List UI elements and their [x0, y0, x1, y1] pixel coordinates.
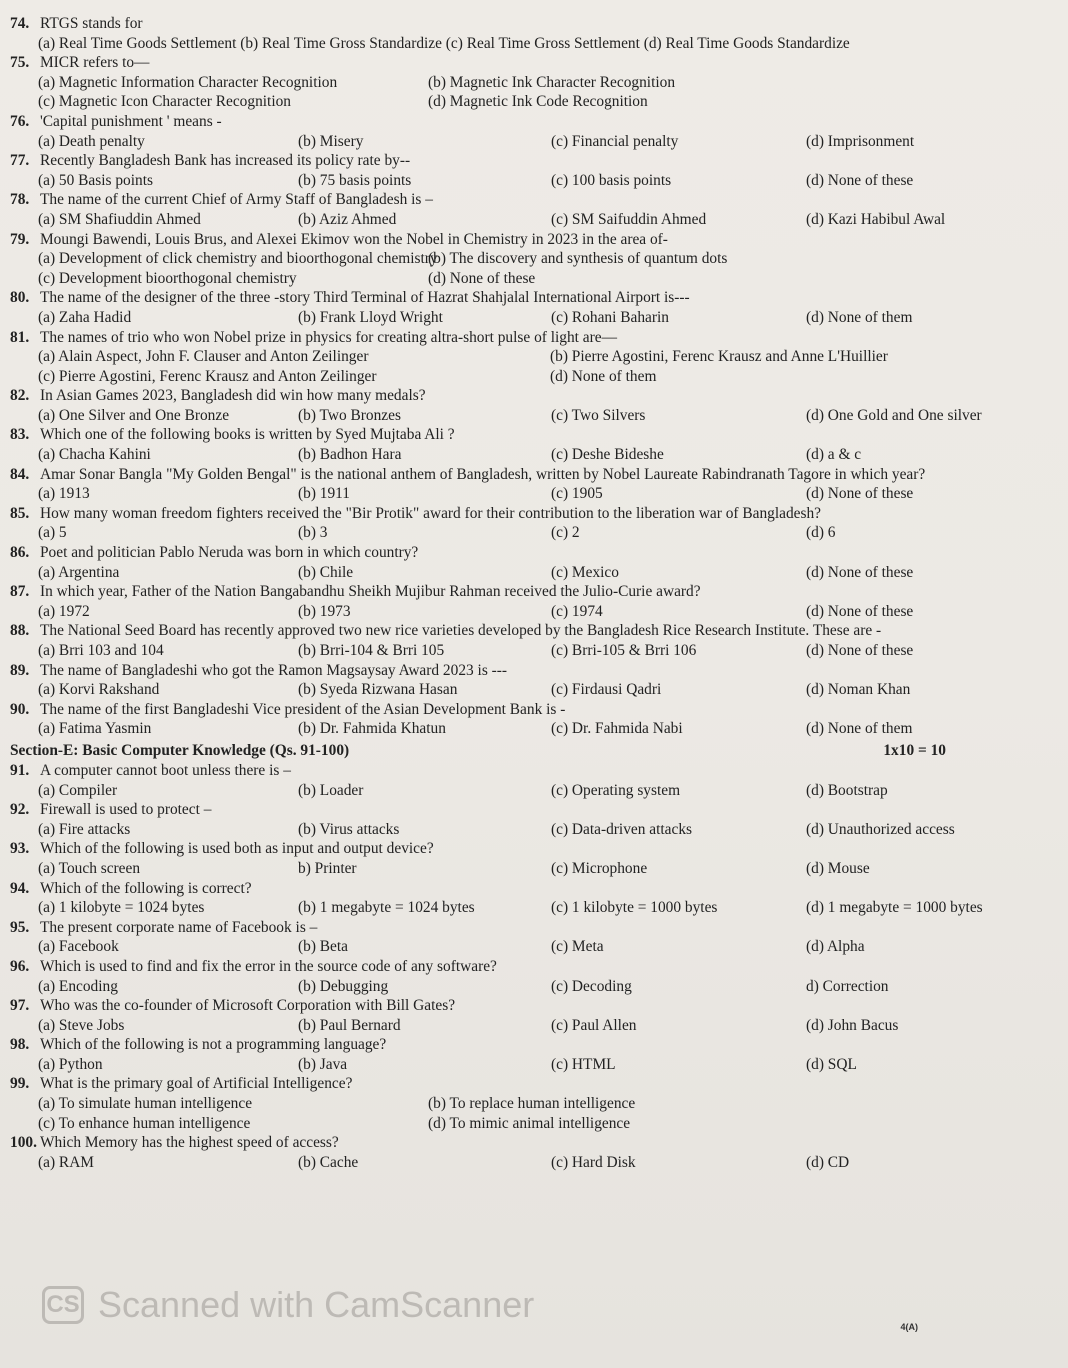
answer-options: [10, 1094, 1056, 1133]
answer-options: [10, 132, 1056, 152]
answer-option: (d) None of these: [428, 269, 536, 287]
answer-option: (a) 1972: [38, 602, 90, 620]
question-text: In which year, Father of the Nation Bangabandhu Sheikh Mujibur Rahman received the Julio-Curie award?: [40, 583, 701, 601]
question-list-computer: [10, 761, 1056, 1172]
answer-option: (a) Facebook: [38, 938, 119, 956]
question-stem: [10, 1035, 1056, 1055]
answer-option: (b) 1973: [298, 602, 351, 620]
answer-option: (c) HTML: [551, 1055, 616, 1073]
answer-option: (d) None of these: [806, 642, 914, 659]
answer-option: (d) Mouse: [806, 859, 870, 877]
question-text: The names of trio who won Nobel prize in physics for creating altra-short pulse of light are—: [40, 328, 617, 346]
answer-option: (c) 1 kilobyte = 1000 bytes: [551, 899, 718, 917]
question-text: The present corporate name of Facebook is –: [40, 918, 318, 936]
question-text: Moungi Bawendi, Louis Brus, and Alexei Ekimov won the Nobel in Chemistry in 2023 in the area of-: [40, 230, 668, 248]
question-stem: [10, 839, 1056, 859]
answer-option: (a) Fatima Yasmin: [38, 720, 152, 738]
answer-option: (d) 1 megabyte = 1000 bytes: [806, 899, 983, 917]
answer-option: (b) The discovery and synthesis of quantum dots: [428, 250, 728, 268]
answer-option: d) Correction: [806, 977, 889, 995]
answer-option: (b) To replace human intelligence: [428, 1095, 636, 1113]
question-stem: [10, 504, 1056, 524]
answer-options: [10, 898, 1056, 918]
answer-option: (b) 1 megabyte = 1024 bytes: [298, 899, 475, 917]
question-stem: [10, 14, 1056, 34]
question-item: [10, 328, 1056, 387]
question-text: What is the primary goal of Artificial Intelligence?: [40, 1075, 353, 1093]
answer-options: [10, 781, 1056, 801]
answer-option: (c) Pierre Agostini, Ferenc Krausz and Anton Zeilinger: [38, 367, 377, 385]
answer-option: (d) Kazi Habibul Awal: [806, 210, 946, 228]
answer-option: (c) Hard Disk: [551, 1153, 636, 1171]
question-stem: [10, 996, 1056, 1016]
answer-option: (b) Java: [298, 1055, 348, 1073]
answer-options: [10, 406, 1056, 426]
question-stem: [10, 386, 1056, 406]
question-stem: [10, 190, 1056, 210]
answer-option: (a) Alain Aspect, John F. Clauser and Anton Zeilinger: [38, 348, 369, 366]
answer-option: (b) Magnetic Ink Character Recognition: [428, 73, 676, 91]
question-stem: [10, 288, 1056, 308]
answer-options: [10, 859, 1056, 879]
question-stem: [10, 879, 1056, 899]
question-number: 93.: [10, 840, 30, 858]
answer-option: (a) Brri 103 and 104: [38, 642, 164, 659]
answer-option: (c) 2: [551, 524, 580, 542]
answer-option: (d) Magnetic Ink Code Recognition: [428, 93, 648, 111]
answer-option: (a) Death penalty: [38, 132, 145, 150]
question-number: 87.: [10, 583, 30, 601]
answer-option: (a) Touch screen: [38, 859, 141, 877]
answer-option: (c) 100 basis points: [551, 171, 672, 189]
question-item: [10, 996, 1056, 1035]
question-stem: [10, 1133, 1056, 1153]
answer-options: [10, 73, 1056, 112]
question-number: 99.: [10, 1075, 30, 1093]
question-stem: [10, 957, 1056, 977]
question-number: 98.: [10, 1036, 30, 1054]
answer-option: (d) None of these: [806, 563, 914, 581]
question-item: [10, 582, 1056, 621]
answer-option: (b) Pierre Agostini, Ferenc Krausz and Anne L'Huillier: [550, 348, 888, 366]
question-text: The name of the first Bangladeshi Vice president of the Asian Development Bank is -: [40, 700, 566, 718]
question-stem: [10, 800, 1056, 820]
answer-options: [10, 820, 1056, 840]
question-stem: [10, 582, 1056, 602]
question-text: The National Seed Board has recently approved two new rice varieties developed by the Bangladesh Rice Research Institute. These are -: [40, 622, 882, 640]
answer-option: (c) 1905: [551, 485, 603, 503]
answer-option: (d) John Bacus: [806, 1016, 899, 1034]
question-stem: [10, 328, 1056, 348]
question-text: Which of the following is used both as input and output device?: [40, 840, 434, 858]
answer-option: (c) Data-driven attacks: [551, 820, 693, 838]
answer-option: (c) Meta: [551, 938, 604, 956]
answer-options: [10, 602, 1056, 622]
watermark-text: Scanned with CamScanner: [98, 1284, 535, 1325]
answer-options: [10, 719, 1056, 739]
question-stem: [10, 112, 1056, 132]
answer-option: (d) CD: [806, 1153, 850, 1171]
answer-option: (a) Magnetic Information Character Recognition: [38, 73, 338, 91]
section-header: [10, 741, 1056, 761]
question-item: [10, 151, 1056, 190]
question-text: The name of the designer of the three -story Third Terminal of Hazrat Shahjalal International Airport is---: [40, 289, 690, 307]
answer-option: (d) None of them: [550, 367, 657, 385]
question-item: [10, 957, 1056, 996]
question-number: 89.: [10, 661, 30, 679]
answer-option: (d) One Gold and One silver: [806, 406, 982, 424]
answer-option: (d) Unauthorized access: [806, 820, 955, 838]
answer-option: (c) SM Saifuddin Ahmed: [551, 210, 707, 228]
answer-option: (c) Decoding: [551, 977, 632, 995]
answer-option: (d) SQL: [806, 1055, 857, 1073]
answer-option: (c) Rohani Baharin: [551, 308, 669, 326]
answer-option: (a) SM Shafiuddin Ahmed: [38, 210, 201, 228]
question-number: 76.: [10, 112, 30, 130]
answer-option: (c) Two Silvers: [551, 406, 646, 424]
question-number: 85.: [10, 504, 30, 522]
answer-option: (c) Firdausi Qadri: [551, 681, 662, 699]
answer-option: (d) None of these: [806, 485, 914, 503]
answer-option: (b) Badhon Hara: [298, 446, 402, 464]
answer-options: [10, 308, 1056, 328]
answer-option: (d) None of these: [806, 602, 914, 620]
question-number: 77.: [10, 152, 30, 170]
answer-option: (a) Zaha Hadid: [38, 308, 132, 326]
answer-option: (c) Development bioorthogonal chemistry: [38, 269, 297, 287]
answer-option: (b) Loader: [298, 781, 364, 799]
question-stem: [10, 151, 1056, 171]
question-number: 79.: [10, 230, 30, 248]
answer-options: [10, 523, 1056, 543]
answer-options: [10, 484, 1056, 504]
question-text: The name of the current Chief of Army Staff of Bangladesh is –: [40, 191, 433, 209]
answer-option: (b) 3: [298, 524, 328, 542]
answer-option: (c) To enhance human intelligence: [38, 1114, 251, 1132]
answer-option: (a) 1913: [38, 485, 90, 503]
answer-option: (a) Encoding: [38, 977, 118, 995]
question-text: Which one of the following books is written by Syed Mujtaba Ali ?: [40, 426, 455, 444]
answer-option: (b) Brri-104 & Brri 105: [298, 642, 445, 659]
question-text: Which Memory has the highest speed of access?: [40, 1134, 339, 1152]
answer-option: (d) None of them: [806, 720, 913, 738]
question-item: [10, 1035, 1056, 1074]
question-text: A computer cannot boot unless there is –: [40, 761, 291, 779]
question-list-general: [10, 14, 1056, 739]
answer-option: (c) 1974: [551, 602, 603, 620]
answer-options: [10, 563, 1056, 583]
answer-option: (d) 6: [806, 524, 836, 542]
question-text: Which is used to find and fix the error in the source code of any software?: [40, 957, 497, 975]
question-item: [10, 800, 1056, 839]
answer-options: [10, 641, 1056, 661]
answer-option: (a) RAM: [38, 1153, 94, 1171]
camscanner-watermark: [42, 1284, 534, 1326]
question-number: 95.: [10, 918, 30, 936]
answer-option: (a) Python: [38, 1055, 103, 1073]
question-stem: [10, 661, 1056, 681]
question-number: 97.: [10, 997, 30, 1015]
question-item: [10, 190, 1056, 229]
answer-option: (d) Imprisonment: [806, 132, 915, 150]
question-text: Recently Bangladesh Bank has increased its policy rate by--: [40, 152, 411, 170]
question-stem: [10, 53, 1056, 73]
answer-option: (d) Noman Khan: [806, 681, 911, 699]
question-number: 91.: [10, 761, 30, 779]
question-item: [10, 465, 1056, 504]
answer-options: [10, 210, 1056, 230]
question-stem: [10, 761, 1056, 781]
question-item: [10, 53, 1056, 112]
answer-options: [10, 34, 1056, 54]
question-number: 75.: [10, 54, 30, 72]
answer-options: [10, 680, 1056, 700]
answer-option: (b) Syeda Rizwana Hasan: [298, 681, 458, 699]
answer-option: (c) Financial penalty: [551, 132, 679, 150]
question-stem: [10, 425, 1056, 445]
answer-option: (c) Deshe Bideshe: [551, 446, 664, 464]
answer-options: [10, 347, 1056, 386]
answer-option: (b) Virus attacks: [298, 820, 400, 838]
answer-option: (d) Bootstrap: [806, 781, 888, 799]
question-text: Amar Sonar Bangla "My Golden Bengal" is the national anthem of Bangladesh, written by Nobel Laureate Rabindranath Tagore in which year?: [40, 465, 926, 483]
question-item: [10, 761, 1056, 800]
question-text: Which of the following is correct?: [40, 879, 252, 897]
question-item: [10, 700, 1056, 739]
question-item: [10, 386, 1056, 425]
answer-option: (b) Aziz Ahmed: [298, 210, 397, 228]
question-text: In Asian Games 2023, Bangladesh did win how many medals?: [40, 387, 426, 405]
answer-option: (a) Compiler: [38, 781, 118, 799]
question-number: 100.: [10, 1134, 37, 1152]
question-stem: [10, 918, 1056, 938]
question-number: 78.: [10, 191, 30, 209]
answer-option: (d) None of these: [806, 171, 914, 189]
question-number: 80.: [10, 289, 30, 307]
question-number: 96.: [10, 957, 30, 975]
answer-options: [10, 445, 1056, 465]
answer-option: (a) Development of click chemistry and bioorthogonal chemistry: [38, 250, 438, 268]
answer-option: (a) To simulate human intelligence: [38, 1095, 253, 1113]
answer-option: (b) Dr. Fahmida Khatun: [298, 720, 446, 738]
answer-option: (b) Chile: [298, 563, 354, 581]
question-item: [10, 543, 1056, 582]
answer-option: (b) Misery: [298, 132, 364, 150]
question-number: 94.: [10, 879, 30, 897]
question-item: [10, 1074, 1056, 1133]
answer-option: (b) Frank Lloyd Wright: [298, 308, 443, 326]
answer-option: (b) Cache: [298, 1153, 359, 1171]
question-number: 92.: [10, 801, 30, 819]
question-stem: [10, 1074, 1056, 1094]
answer-option: (a) Steve Jobs: [38, 1016, 125, 1034]
section-marks: 1x10 = 10: [883, 741, 946, 759]
answer-option: (a) Korvi Rakshand: [38, 681, 160, 699]
question-item: [10, 839, 1056, 878]
question-item: [10, 14, 1056, 53]
question-item: [10, 112, 1056, 151]
question-item: [10, 918, 1056, 957]
answer-options: [10, 1153, 1056, 1173]
question-text: MICR refers to—: [40, 54, 150, 72]
answer-options: [10, 977, 1056, 997]
answer-option: (a) One Silver and One Bronze: [38, 406, 230, 424]
answer-option: (d) To mimic animal intelligence: [428, 1114, 631, 1132]
question-stem: [10, 700, 1056, 720]
question-text: 'Capital punishment ' means -: [40, 112, 222, 130]
question-item: [10, 288, 1056, 327]
answer-option: (a) 50 Basis points: [38, 171, 153, 189]
answer-options: [10, 171, 1056, 191]
answer-option: (c) Paul Allen: [551, 1016, 637, 1034]
question-text: How many woman freedom fighters received the "Bir Protik" award for their contribution to the liberation war of Bangladesh?: [40, 504, 822, 522]
question-item: [10, 661, 1056, 700]
answer-option: (c) Mexico: [551, 563, 619, 581]
question-number: 74.: [10, 15, 30, 32]
question-stem: [10, 465, 1056, 485]
answer-options: [10, 937, 1056, 957]
answer-option: (c) Microphone: [551, 859, 648, 877]
answer-option: (b) Paul Bernard: [298, 1016, 401, 1034]
answer-option: (a) 5: [38, 524, 67, 542]
answer-option: b) Printer: [298, 859, 357, 877]
answer-option: (a) Fire attacks: [38, 820, 131, 838]
answer-option: (b) Beta: [298, 938, 348, 956]
answer-option: (b) Debugging: [298, 977, 389, 995]
question-number: 81.: [10, 328, 30, 346]
answer-options: [10, 249, 1056, 288]
question-text: The name of Bangladeshi who got the Ramon Magsaysay Award 2023 is ---: [40, 661, 508, 679]
answer-option: (c) Dr. Fahmida Nabi: [551, 720, 683, 738]
answer-option: (a) Real Time Goods Settlement (b) Real Time Gross Standardize (c) Real Time Gross Settlement (d) Real Time Goods Standardize: [38, 34, 850, 52]
page-number: 4(A): [900, 1322, 918, 1332]
question-number: 88.: [10, 622, 30, 640]
question-number: 83.: [10, 426, 30, 444]
answer-options: [10, 1016, 1056, 1036]
question-stem: [10, 543, 1056, 563]
answer-option: (c) Brri-105 & Brri 106: [551, 642, 697, 659]
answer-option: (d) a & c: [806, 446, 862, 464]
section-title: Section-E: Basic Computer Knowledge (Qs. 91-100): [10, 741, 350, 759]
question-text: Who was the co-founder of Microsoft Corporation with Bill Gates?: [40, 997, 456, 1015]
answer-option: (a) 1 kilobyte = 1024 bytes: [38, 899, 205, 917]
answer-options: [10, 1055, 1056, 1075]
question-item: [10, 621, 1056, 660]
answer-option: (b) 75 basis points: [298, 171, 412, 189]
answer-option: (c) Magnetic Icon Character Recognition: [38, 93, 291, 111]
answer-option: (a) Argentina: [38, 563, 120, 581]
answer-option: (c) Operating system: [551, 781, 681, 799]
answer-option: (a) Chacha Kahini: [38, 446, 151, 464]
question-text: RTGS stands for: [40, 15, 143, 32]
question-text: Poet and politician Pablo Neruda was born in which country?: [40, 544, 419, 562]
answer-option: (d) Alpha: [806, 938, 865, 956]
answer-option: (b) 1911: [298, 485, 351, 503]
question-number: 90.: [10, 700, 30, 718]
question-item: [10, 879, 1056, 918]
question-number: 84.: [10, 465, 30, 483]
question-stem: [10, 621, 1056, 641]
question-item: [10, 425, 1056, 464]
question-item: [10, 504, 1056, 543]
answer-option: (b) Two Bronzes: [298, 406, 401, 424]
answer-option: (d) None of them: [806, 308, 913, 326]
question-item: [10, 230, 1056, 289]
question-number: 82.: [10, 387, 30, 405]
question-text: Firewall is used to protect –: [40, 801, 212, 819]
question-text: Which of the following is not a programming language?: [40, 1036, 387, 1054]
question-number: 86.: [10, 544, 30, 562]
question-item: [10, 1133, 1056, 1172]
camscanner-logo-icon: CS: [42, 1286, 84, 1324]
question-stem: [10, 230, 1056, 250]
